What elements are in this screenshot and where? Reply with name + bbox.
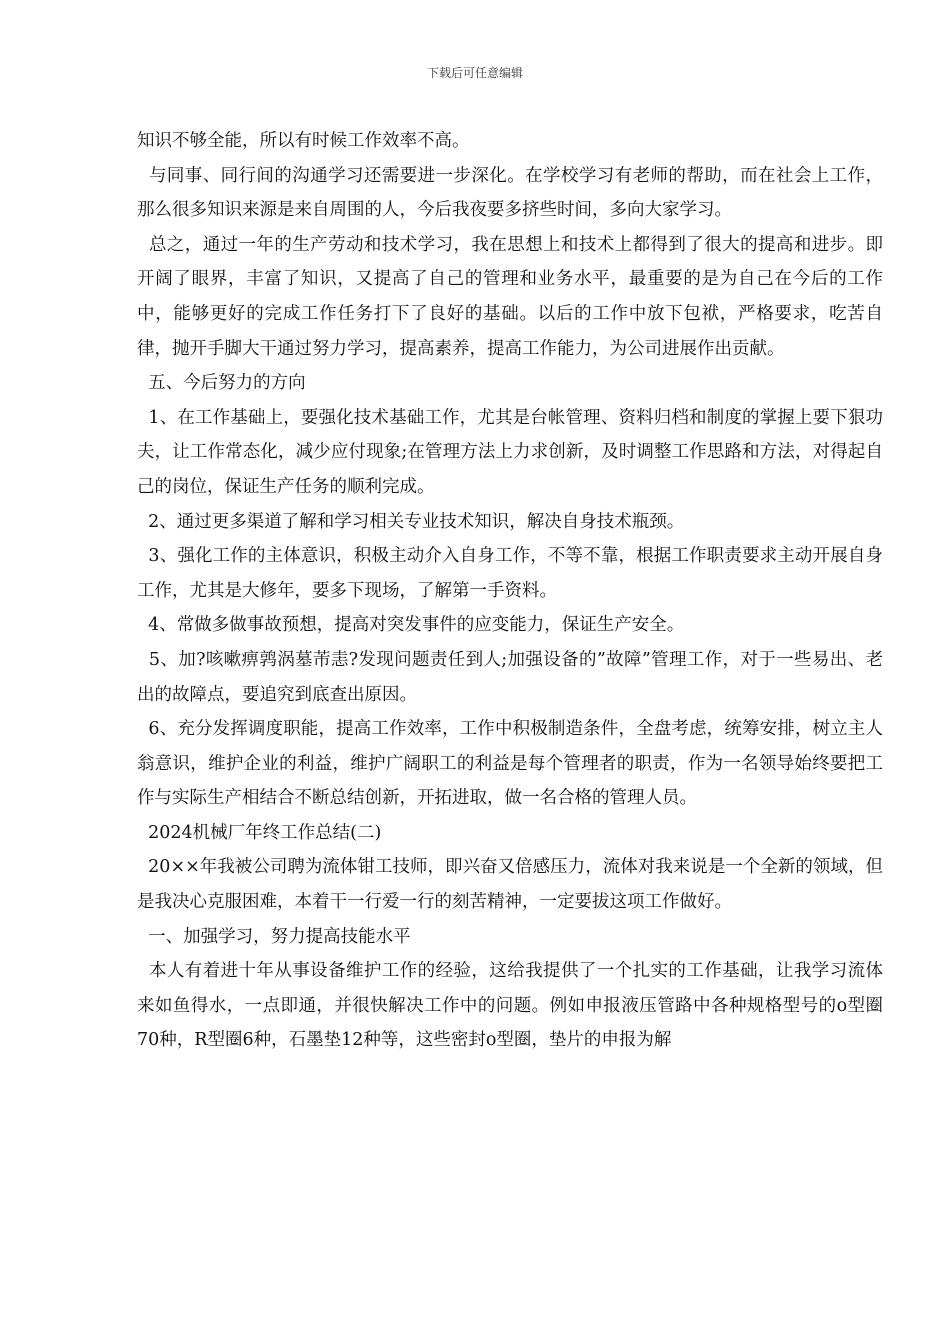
- paragraph: 知识不够全能，所以有时候工作效率不高。: [137, 131, 470, 151]
- list-item: 4、常做多做事故预想，提高对突发事件的应变能力，保证生产安全。: [137, 615, 685, 636]
- list-item: 1、在工作基础上，要强化技术基础工作，尤其是台帐管理、资料归档和制度的掌握上要下狠功夫，让工作常态化，减少应付现象;在管理方法上力求创新，及时调整工作思路和方法，对得起自己的岗位，保证生产任务的顺利完成。: [137, 407, 883, 497]
- paragraph: 本人有着进十年从事设备维护工作的经验，这给我提供了一个扎实的工作基础，让我学习流体来如鱼得水，一点即通，并很快解决工作中的问题。例如申报液压管路中各种规格型号的o型圈70种，R型圈6种，石墨垫12种等，这些密封o型圈，垫片的申报为解: [137, 961, 883, 1051]
- paragraph: 总之，通过一年的生产劳动和技术学习，我在思想上和技术上都得到了很大的提高和进步。即开阔了眼界，丰富了知识，又提高了自己的管理和业务水平，最重要的是为自己在今后的工作中，能够更好的完成工作任务打下了良好的基础。以后的工作中放下包袱，严格要求，吃苦自律，抛开手脚大干通过努力学习，提高素养，提高工作能力，为公司进展作出贡献。: [137, 234, 883, 359]
- document-title: 2024机械厂年终工作总结(二): [137, 822, 382, 843]
- list-item: 2、通过更多渠道了解和学习相关专业技术知识，解决自身技术瓶颈。: [137, 511, 685, 532]
- document-body: [137, 124, 883, 1058]
- section-heading: 一、加强学习，努力提高技能水平: [137, 926, 411, 947]
- paragraph: 与同事、同行间的沟通学习还需要进一步深化。在学校学习有老师的帮助，而在社会上工作，那么很多知识来源是来自周围的人，今后我夜要多挤些时间，多向大家学习。: [137, 165, 883, 221]
- paragraph: 20××年我被公司聘为流体钳工技师，即兴奋又倍感压力，流体对我来说是一个全新的领域，但是我决心克服困难，本着干一行爱一行的刻苦精神，一定要拔这项工作做好。: [137, 857, 883, 913]
- list-item: 5、加?咳嗽痹鹑涡墓芾恚?发现问题责任到人;加强设备的”故障”管理工作，对于一些易出、老出的故障点，要追究到底查出原因。: [137, 649, 883, 705]
- page-header: 下载后可任意编辑: [426, 66, 523, 80]
- list-item: 3、强化工作的主体意识，积极主动介入自身工作，不等不靠，根据工作职责要求主动开展自身工作，尤其是大修年，要多下现场，了解第一手资料。: [137, 546, 883, 601]
- section-heading: 五、今后努力的方向: [137, 373, 306, 394]
- list-item: 6、充分发挥调度职能，提高工作效率，工作中积极制造条件，全盘考虑，统筹安排，树立主人翁意识，维护企业的利益，维护广阔职工的利益是每个管理者的职责，作为一名领导始终要把工作与实际生产相结合不断总结创新，开拓进取，做一名合格的管理人员。: [137, 719, 883, 809]
